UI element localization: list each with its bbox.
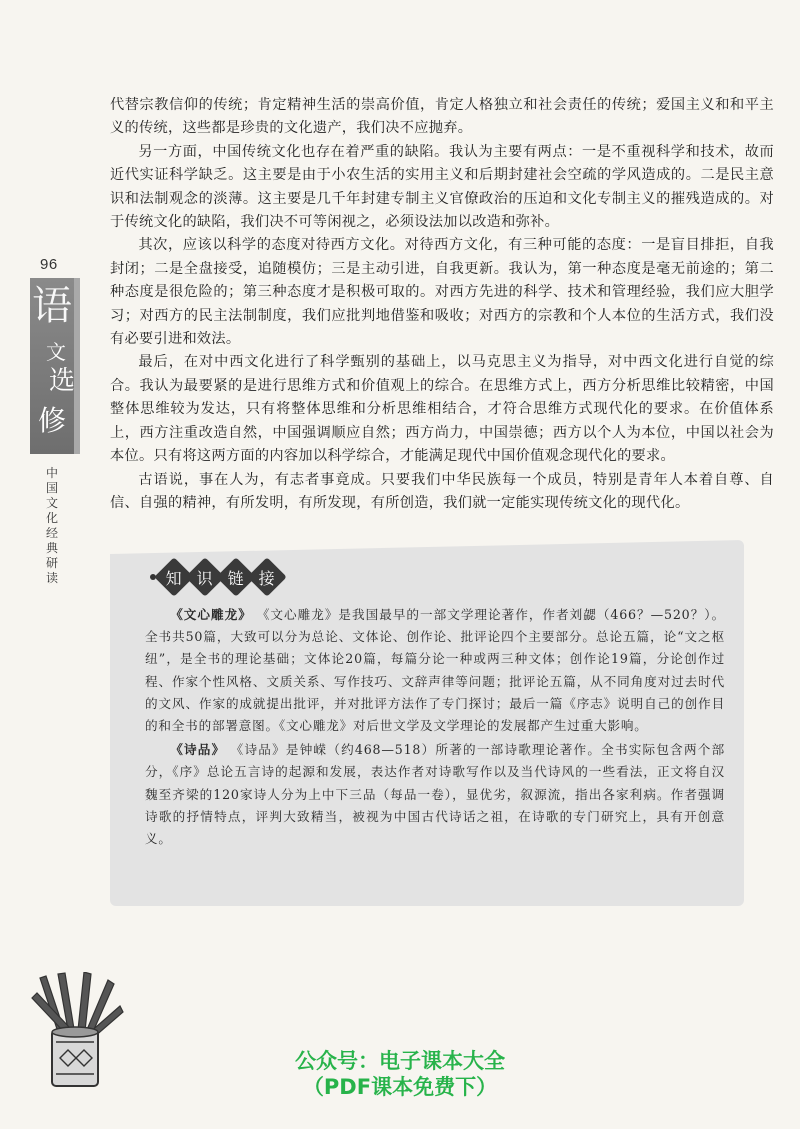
book-title-char: 研 bbox=[45, 556, 58, 570]
series-title-char: 修 bbox=[37, 404, 66, 437]
title-char: 识 bbox=[196, 568, 214, 588]
book-title-char: 中 bbox=[45, 466, 58, 480]
title-char: 接 bbox=[258, 568, 276, 588]
entry-text: 《诗品》是钟嵘（约468—518）所著的一部诗歌理论著作。全书实际包含两个部分，《序》总论五言诗的起源和发展，表达作者对诗歌写作以及当代诗风的一些看法，正文将自汉魏至齐梁的120家诗人分为上中下三品（每品一卷），显优劣，叙源流，指出各家利病。作者强调诗歌的抒情特点，评判大致精当，被视为中国古代诗话之祖，在诗歌的专门研究上，具有开创意义。 bbox=[145, 742, 725, 847]
entry-term: 《诗品》 bbox=[170, 742, 226, 758]
entry-term: 《文心雕龙》 bbox=[170, 607, 252, 622]
entry-text: 《文心雕龙》是我国最早的一部文学理论著作，作者刘勰（466？—520？）。全书共50篇，大致可以分为总论、文体论、创作论、批评论四个主要部分。总论五篇，论“文之枢纽”，是全书的理论基础；文体论20篇，每篇分论一种或两三种文体；创作论19篇，分论创作过程、作家个性风格、文质关系、写作技巧、文辞声律等问题；批评论五篇，从不同角度对过去时代的文风、作家的成就提出批评，并对批评方法作了专门探讨；最后一篇《序志》说明自己的创作目的和全书的部署意图。《文心雕龙》对后世文学及文学理论的发展都产生过重大影响。 bbox=[145, 607, 725, 734]
paragraph: 另一方面，中国传统文化也存在着严重的缺陷。我认为主要有两点：一是不重视科学和技术，故而近代实证科学缺乏。这主要是由于小农生活的实用主义和后期封建社会空疏的学风造成的。二是民主意识和法制观念的淡薄。这主要是几千年封建专制主义官僚政治的压迫和文化专制主义的摧残造成的。对于传统文化的缺陷，我们决不可等闲视之，必须设法加以改造和弥补。 bbox=[110, 143, 774, 231]
series-title-bar bbox=[30, 278, 74, 454]
book-title-vertical bbox=[44, 466, 60, 586]
paragraph: 古语说，事在人为，有志者事竟成。只要我们中华民族每一个成员，特别是青年人本着自尊、自信、自强的精神，有所发明，有所发现，有所创造，我们就一定能实现传统文化的现代化。 bbox=[110, 471, 774, 511]
series-title-char: 选 bbox=[48, 366, 75, 396]
page-number: 96 bbox=[40, 256, 58, 273]
knowledge-entry bbox=[145, 739, 725, 850]
knowledge-entry bbox=[145, 604, 725, 737]
series-title-char: 文 bbox=[46, 340, 66, 364]
paragraph: 最后，在对中西文化进行了科学甄别的基础上，以马克思主义为指导，对中西文化进行自觉的综合。我认为最要紧的是进行思维方式和价值观上的综合。在思维方式上，西方分析思维比较精密，中国整体思维较为发达，只有将整体思维和分析思维相结合，才符合思维方式现代化的要求。在价值体系上，西方注重改造自然，中国强调顺应自然；西方尚力，中国崇德；西方以个人为本位，中国以社会为本位。只有将这两方面的内容加以科学综合，才能满足现代中国价值观念现代化的要求。 bbox=[110, 354, 774, 465]
book-title-char: 经 bbox=[45, 526, 58, 540]
title-diamond bbox=[247, 557, 287, 597]
footer-line: （PDF课本免费下） bbox=[302, 1075, 498, 1099]
main-text bbox=[110, 94, 774, 515]
brush-pot-icon bbox=[28, 972, 124, 1092]
knowledge-box-title bbox=[150, 562, 284, 592]
book-title-char: 典 bbox=[45, 541, 58, 555]
title-char: 链 bbox=[227, 568, 245, 588]
book-title-char: 读 bbox=[45, 571, 58, 585]
watermark-footer bbox=[240, 1048, 560, 1100]
paragraph: 其次，应该以科学的态度对待西方文化。对待西方文化，有三种可能的态度：一是盲目排拒，自我封闭；二是全盘接受，追随模仿；三是主动引进，自我更新。我认为，第一种态度是毫无前途的；第二种态度是很危险的；第三种态度才是积极可取的。对西方先进的科学、技术和管理经验，我们应大胆学习；对西方的民主法制制度，我们应批判地借鉴和吸收；对西方的宗教和个人本位的生活方式，我们没有必要引进和效法。 bbox=[110, 237, 774, 348]
footer-line: 公众号：电子课本大全 bbox=[295, 1049, 505, 1073]
book-title-char: 国 bbox=[45, 481, 58, 495]
book-title-char: 文 bbox=[45, 496, 58, 510]
paragraph: 代替宗教信仰的传统；肯定精神生活的崇高价值，肯定人格独立和社会责任的传统；爱国主义和和平主义的传统，这些都是珍贵的文化遗产，我们决不应抛弃。 bbox=[110, 97, 774, 137]
knowledge-box-text bbox=[145, 604, 725, 852]
series-title-char: 语 bbox=[32, 283, 72, 329]
title-char: 知 bbox=[165, 568, 183, 588]
book-title-char: 化 bbox=[45, 511, 58, 525]
